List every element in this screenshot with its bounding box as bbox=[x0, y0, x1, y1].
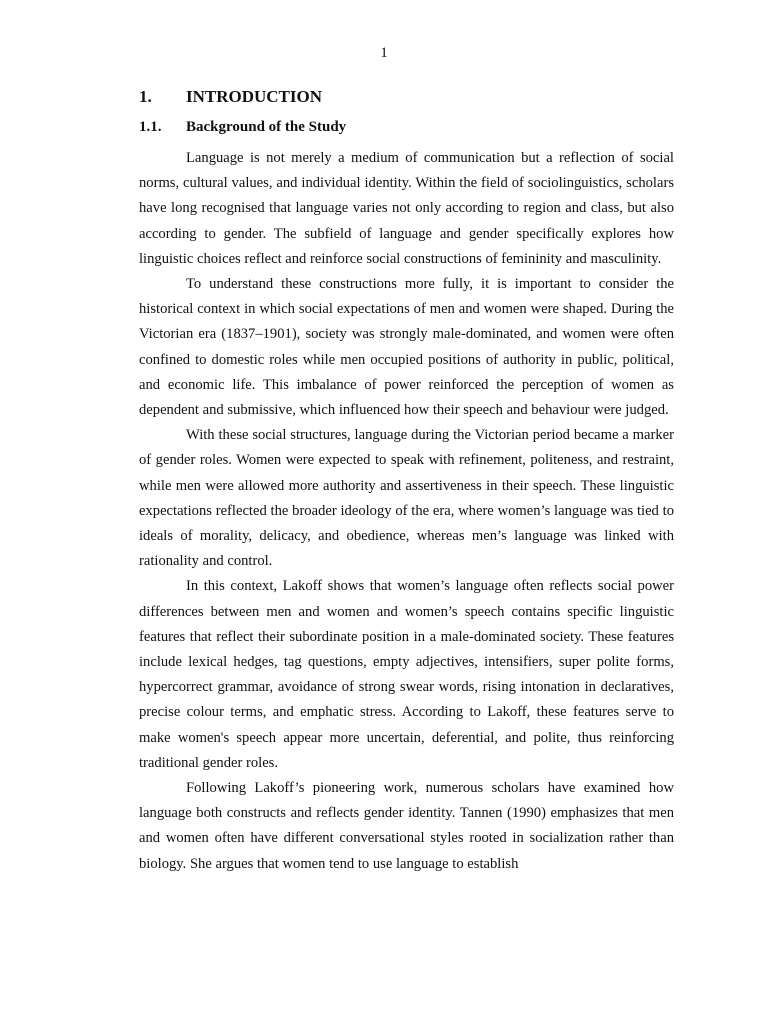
paragraph: To understand these constructions more fully, it is important to consider the historical context in which social expectations of men and women were shaped. During the Victorian era (1837–1901), society was strongly male-dominated, and women were often confined to domestic roles while men occupied positions of authority in public, political, and economic life. This imbalance of power reinforced the perception of women as dependent and submissive, which influenced how their speech and behaviour were judged. bbox=[139, 276, 674, 419]
section-title: INTRODUCTION bbox=[186, 87, 323, 106]
page-number: 1 bbox=[380, 45, 388, 61]
subsection-number: 1.1. bbox=[139, 119, 162, 135]
section-heading bbox=[139, 86, 674, 108]
paragraph-list bbox=[139, 146, 674, 877]
document-body bbox=[139, 86, 674, 877]
paragraph: Following Lakoff’s pioneering work, numerous scholars have examined how language both constructs and reflects gender identity. Tannen (1990) emphasizes that men and women often have different conversational styles rooted in socialization rather than biology. She argues that women tend to use language to establish bbox=[139, 780, 674, 872]
paragraph: In this context, Lakoff shows that women’s language often reflects social power differences between men and women and women’s speech contains specific linguistic features that reflect their subordinate position in a male-dominated society. These features include lexical hedges, tag questions, empty adjectives, intensifiers, super polite forms, hypercorrect grammar, avoidance of strong swear words, rising intonation in declaratives, precise colour terms, and emphatic stress. According to Lakoff, these features serve to make women's speech appear more uncertain, deferential, and polite, thus reinforcing traditional gender roles. bbox=[139, 578, 674, 771]
subsection-heading bbox=[139, 117, 674, 137]
paragraph: With these social structures, language during the Victorian period became a marker of gender roles. Women were expected to speak with refinement, politeness, and restraint, while men were allowed more authority and assertiveness in their speech. These linguistic expectations reflected the broader ideology of the era, where women’s language was tied to ideals of morality, delicacy, and obedience, whereas men’s language was linked with rationality and control. bbox=[139, 427, 674, 570]
subsection-title: Background of the Study bbox=[186, 119, 347, 135]
section-number: 1. bbox=[139, 87, 152, 106]
paragraph: Language is not merely a medium of communication but a reflection of social norms, cultural values, and individual identity. Within the field of sociolinguistics, scholars have long recognised that language varies not only according to region and class, but also according to gender. The subfield of language and gender specifically explores how linguistic choices reflect and reinforce social constructions of femininity and masculinity. bbox=[139, 150, 674, 267]
